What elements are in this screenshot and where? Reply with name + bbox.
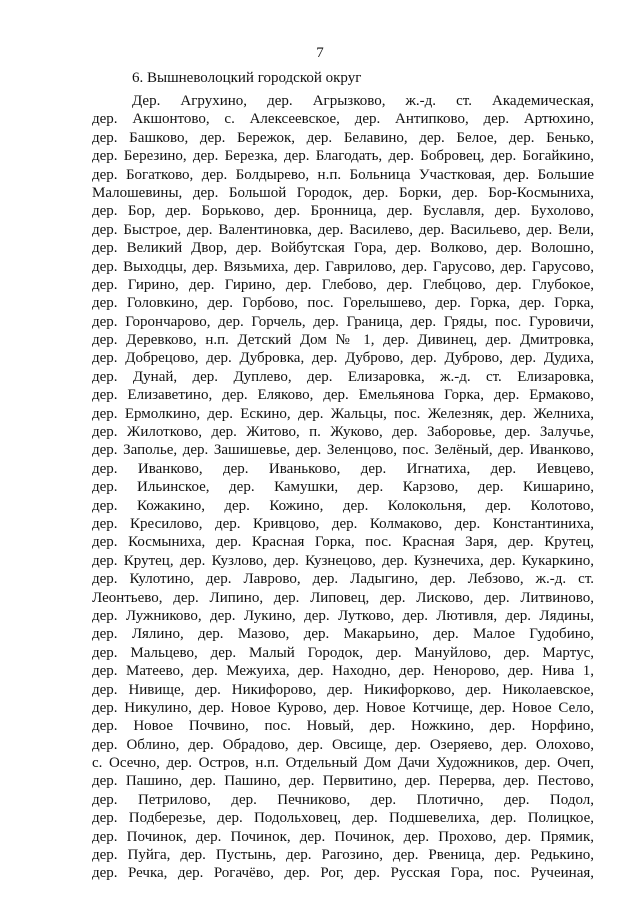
paragraph-line: дер. Гирино, дер. Гирино, дер. Глебово, дер. Глебцово, дер. Глубокое, — [92, 276, 594, 293]
paragraph-line: дер. Елизаветино, дер. Еляково, дер. Емельянова Горка, дер. Ермаково, — [92, 387, 594, 404]
paragraph-line: с. Осечно, дер. Остров, н.п. Отдельный Дом Дачи Художников, дер. Очеп, — [92, 755, 594, 772]
paragraph-line: дер. Нивище, дер. Никифорово, дер. Никифорково, дер. Николаевское, — [92, 681, 594, 698]
paragraph-line: дер. Добрецово, дер. Дубровка, дер. Дуброво, дер. Дуброво, дер. Дудиха, — [92, 350, 594, 367]
paragraph-line: дер. Головкино, дер. Горбово, пос. Горелышево, дер. Горка, дер. Горка, — [92, 295, 594, 312]
paragraph-line: дер. Лялино, дер. Мазово, дер. Макарьино, дер. Малое Гудобино, — [92, 626, 594, 643]
paragraph-line: дер. Акшонтово, с. Алексеевское, дер. Антипково, дер. Артюхино, — [92, 111, 594, 128]
paragraph-line: дер. Речка, дер. Рогачёво, дер. Рог, дер. Русская Гора, пос. Ручеиная, — [92, 865, 594, 882]
paragraph-line: дер. Крутец, дер. Кузлово, дер. Кузнецово, дер. Кузнечиха, дер. Кукаркино, — [92, 552, 594, 569]
paragraph-line: дер. Великий Двор, дер. Войбутская Гора, дер. Волково, дер. Волошно, — [92, 240, 594, 257]
paragraph-line: дер. Кресилово, дер. Кривцово, дер. Колмаково, дер. Константиниха, — [92, 515, 594, 532]
paragraph-line: дер. Башково, дер. Бережок, дер. Белавино, дер. Белое, дер. Бенько, — [92, 129, 594, 146]
paragraph-line: дер. Лужниково, дер. Лукино, дер. Лутково, дер. Лютивля, дер. Лядины, — [92, 607, 594, 624]
paragraph-line: дер. Кулотино, дер. Лаврово, дер. Ладыгино, дер. Лебзово, ж.-д. ст. — [92, 571, 594, 588]
paragraph-line: дер. Ермолкино, дер. Ескино, дер. Жальцы, пос. Железняк, дер. Желниха, — [92, 405, 594, 422]
paragraph-line: Малошевины, дер. Большой Городок, дер. Борки, дер. Бор-Космыниха, — [92, 184, 594, 201]
paragraph-line: дер. Богатково, дер. Болдырево, н.п. Больница Участковая, дер. Большие — [92, 166, 594, 183]
paragraph-line: Дер. Агрухино, дер. Агрызково, ж.-д. ст. Академическая, — [132, 93, 594, 109]
page-number: 7 — [316, 45, 324, 61]
paragraph-line: дер. Деревково, н.п. Детский Дом № 1, дер. Дивинец, дер. Дмитровка, — [92, 332, 594, 349]
paragraph-line: дер. Подберезье, дер. Подольховец, дер. Подшевелиха, дер. Полицкое, — [92, 810, 594, 827]
paragraph-line: дер. Пуйга, дер. Пустынь, дер. Рагозино, дер. Рвеница, дер. Редькино, — [92, 847, 594, 864]
paragraph-line: Леонтьево, дер. Липино, дер. Липовец, дер. Лисково, дер. Литвиново, — [92, 589, 594, 606]
paragraph-line: дер. Бор, дер. Борьково, дер. Бронница, дер. Буславля, дер. Бухолово, — [92, 203, 594, 220]
paragraph-line: дер. Выходцы, дер. Вязьмиха, дер. Гаврилово, дер. Гарусово, дер. Гарусово, — [92, 258, 594, 275]
paragraph-line: дер. Облино, дер. Обрадово, дер. Овсище, дер. Озеряево, дер. Олохово, — [92, 736, 594, 753]
paragraph-line: дер. Березино, дер. Березка, дер. Благодать, дер. Бобровец, дер. Богайкино, — [92, 148, 594, 165]
paragraph-line: дер. Жилотково, дер. Житово, п. Жуково, дер. Заборовье, дер. Залучье, — [92, 424, 594, 441]
paragraph-line: дер. Иванково, дер. Иваньково, дер. Игнатиха, дер. Иевцево, — [92, 460, 594, 477]
paragraph-line: дер. Петрилово, дер. Печниково, дер. Плотично, дер. Подол, — [92, 791, 594, 808]
section-heading: 6. Вышневолоцкий городской округ — [132, 70, 362, 86]
paragraph-line: дер. Новое Почвино, пос. Новый, дер. Ножкино, дер. Норфино, — [92, 718, 594, 735]
locality-list-paragraph — [92, 92, 594, 883]
paragraph-line: дер. Пашино, дер. Пашино, дер. Первитино, дер. Перерва, дер. Пестово, — [92, 773, 594, 790]
paragraph-line: дер. Починок, дер. Починок, дер. Починок, дер. Прохово, дер. Прямик, — [92, 828, 594, 845]
paragraph-line: дер. Ильинское, дер. Камушки, дер. Карзово, дер. Кишарино, — [92, 479, 594, 496]
paragraph-line: дер. Дунай, дер. Дуплево, дер. Елизаровка, ж.-д. ст. Елизаровка, — [92, 368, 594, 385]
paragraph-line: дер. Матеево, дер. Межуиха, дер. Находно, дер. Ненорово, дер. Нива 1, — [92, 663, 594, 680]
paragraph-line: дер. Космыниха, дер. Красная Горка, пос. Красная Заря, дер. Крутец, — [92, 534, 594, 551]
paragraph-line: дер. Мальцево, дер. Малый Городок, дер. Мануйлово, дер. Мартус, — [92, 644, 594, 661]
paragraph-line: дер. Никулино, дер. Новое Курово, дер. Новое Котчище, дер. Новое Село, — [92, 699, 594, 716]
paragraph-line: дер. Кожакино, дер. Кожино, дер. Колокольня, дер. Колотово, — [92, 497, 594, 514]
paragraph-line: дер. Быстрое, дер. Валентиновка, дер. Василево, дер. Васильево, дер. Вели, — [92, 221, 594, 238]
paragraph-line: дер. Заполье, дер. Зашишевье, дер. Зеленцово, пос. Зелёный, дер. Иванково, — [92, 442, 594, 459]
paragraph-line: дер. Горончарово, дер. Горчель, дер. Граница, дер. Гряды, пос. Гуровичи, — [92, 313, 594, 330]
